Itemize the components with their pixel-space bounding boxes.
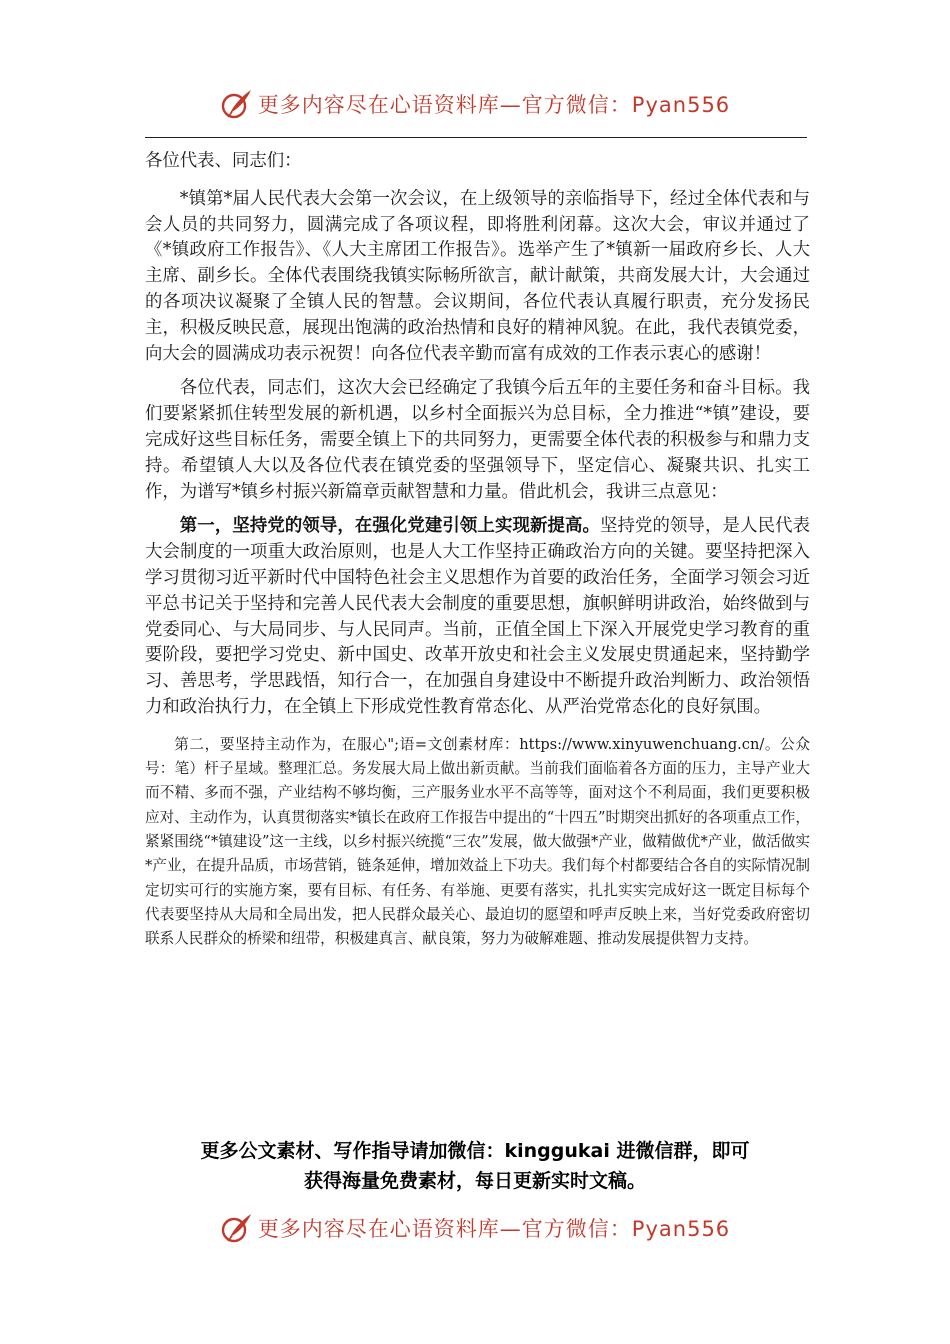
footer-banner-text: 更多内容尽在心语资料库—官方微信：Pyan556 — [257, 1217, 731, 1241]
promo-line-1: 更多公文素材、写作指导请加微信：kinggukai 进微信群，即可 — [200, 1140, 750, 1162]
promo-notice — [100, 1136, 850, 1196]
paragraph-point-one — [145, 514, 810, 720]
document-body — [145, 149, 810, 951]
footer-banner — [0, 1206, 950, 1250]
quill-pen-logo-icon — [220, 1211, 254, 1245]
greeting: 各位代表、同志们： — [145, 151, 302, 171]
paragraph-goals: 各位代表，同志们，这次大会已经确定了我镇今后五年的主要任务和奋斗目标。我们要紧紧抓住转型发展的新机遇，以乡村全面振兴为总目标，全力推进“*镇”建设，要完成好这些目标任务，需要全镇上下的共同努力，更需要全体代表的积极参与和鼎力支持。希望镇人大以及各位代表在镇党委的坚强领导下，坚定信心、凝聚共识、扎实工作，为谱写*镇乡村振兴新篇章贡献智慧和力量。借此机会，我讲三点意见： — [145, 378, 810, 502]
promo-line-2: 获得海量免费素材，每日更新实时文稿。 — [303, 1170, 646, 1192]
point-one-heading: 第一，坚持党的领导，在强化党建引领上实现新提高。 — [179, 516, 600, 537]
paragraph-point-two: 第二，要坚持主动作为，在服心";语=文创素材库：https://www.xinyuwenchuang.cn/。公众号：笔）杆子星域。整理汇总。务发展大局上做出新贡献。当前我们面临着各方面的压力，主导产业大而不精、多而不强，产业结构不够均衡，三产服务业水平不高等等，面对这个不利局面，我们更要积极应对、主动作为，认真贯彻落实*镇长在政府工作报告中提出的“十四五”时期突出抓好的各项重点工作，紧紧围绕“*镇建设”这一主线，以乡村振兴统揽“三农”发展，做大做强*产业，做精做优*产业，做活做实*产业，在提升品质，市场营销，链条延伸，增加效益上下功夫。我们每个村都要结合各自的实际情况制定切实可行的实施方案，要有目标、有任务、有举施、更要有落实，扎扎实实完成好这一既定目标每个代表要坚持从大局和全局出发，把人民群众最关心、最迫切的愿望和呼声反映上来，当好党委政府密切联系人民群众的桥梁和纽带，积极建真言、献良策，努力为破解难题、推动发展提供智力支持。 — [145, 735, 810, 948]
paragraph-opening: *镇第*届人民代表大会第一次会议，在上级领导的亲临指导下，经过全体代表和与会人员的共同努力，圆满完成了各项议程，即将胜利闭幕。这次大会，审议并通过了《*镇政府工作报告》、《人大主席团工作报告》。选举产生了*镇新一届政府乡长、人大主席、副乡长。全体代表围绕我镇实际畅所欲言，献计献策，共商发展大计，大会通过的各项决议凝聚了全镇人民的智慧。会议期间，各位代表认真履行职责，充分发扬民主，积极反映民意，展现出饱满的政治热情和良好的精神风貌。在此，我代表镇党委，向大会的圆满成功表示祝贺！向各位代表辛勤而富有成效的工作表示衷心的感谢！ — [145, 188, 810, 364]
header-divider — [145, 137, 807, 138]
header-banner-text: 更多内容尽在心语资料库—官方微信：Pyan556 — [257, 93, 731, 117]
header-banner — [0, 82, 950, 126]
quill-pen-logo-icon — [220, 87, 254, 121]
point-one-body: 坚持党的领导，是人民代表大会制度的一项重大政治原则，也是人大工作坚持正确政治方向的关键。要坚持把深入学习贯彻习近平新时代中国特色社会主义思想作为首要的政治任务，全面学习领会习近平总书记关于坚持和完善人民代表大会制度的重要思想，旗帜鲜明讲政治，始终做到与党委同心、与大局同步、与人民同声。当前，正值全国上下深入开展党史学习教育的重要阶段，要把学习党史、新中国史、改革开放史和社会主义发展史贯通起来，坚持勤学习、善思考，学思践悟，知行合一，在加强自身建设中不断提升政治判断力、政治领悟力和政治执行力，在全镇上下形成党性教育常态化、从严治党常态化的良好氛围。 — [145, 516, 810, 717]
